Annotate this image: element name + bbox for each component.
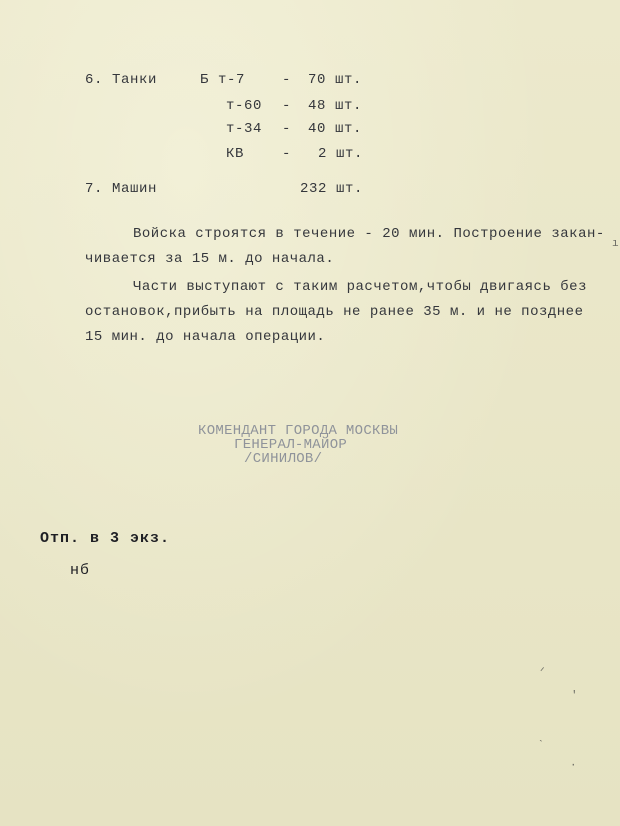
typist-initials: нб (70, 562, 91, 579)
paragraph-formation (85, 222, 613, 272)
tank-row-count: 70 шт. (308, 72, 363, 88)
tank-row-model: Б т-7 (200, 72, 246, 88)
tank-row-dash: - (282, 72, 292, 88)
signature-block (190, 424, 430, 466)
tank-row-dash: - (282, 98, 292, 114)
paper-speck: ᐟ (540, 667, 545, 679)
signature-name: /СИНИЛОВ/ (244, 451, 323, 467)
signature-title: КОМЕНДАНТ ГОРОДА МОСКВЫ (198, 423, 399, 439)
tank-row-count: 2 шт. (318, 146, 364, 162)
signature-rank: ГЕНЕРАЛ-МАЙОР (234, 437, 348, 453)
faint-bleed-through-stamp (430, 90, 610, 170)
paragraph-line: 15 мин. до начала операции. (85, 329, 326, 345)
paper-speck: ˋ (538, 740, 545, 752)
tank-row-model: т-34 (226, 121, 263, 137)
section-7-label: 7. Машин (85, 181, 158, 197)
paper-speck: ' (571, 690, 578, 702)
paragraph-line: остановок,прибыть на площадь не ранее 35 м. и не позднее (85, 304, 584, 320)
tank-row-model: КВ (226, 146, 245, 162)
tank-row-dash: - (282, 121, 292, 137)
section-6-label: 6. Танки (85, 72, 158, 88)
tank-row-dash: - (282, 146, 292, 162)
paragraph-line: Войска строятся в течение - 20 мин. Построение закан- (133, 226, 605, 242)
paragraph-line: чивается за 15 м. до начала. (85, 251, 335, 267)
paper-speck: ı (612, 238, 619, 250)
paragraph-movement (85, 275, 613, 350)
paragraph-line: Части выступают с таким расчетом,чтобы двигаясь без (133, 279, 587, 295)
paper-speck: · (570, 760, 577, 772)
copies-note: Отп. в 3 экз. (40, 530, 171, 547)
tank-row-count: 48 шт. (308, 98, 363, 114)
tank-row-count: 40 шт. (308, 121, 363, 137)
vehicle-count: 232 шт. (300, 181, 364, 197)
tank-row-model: т-60 (226, 98, 263, 114)
